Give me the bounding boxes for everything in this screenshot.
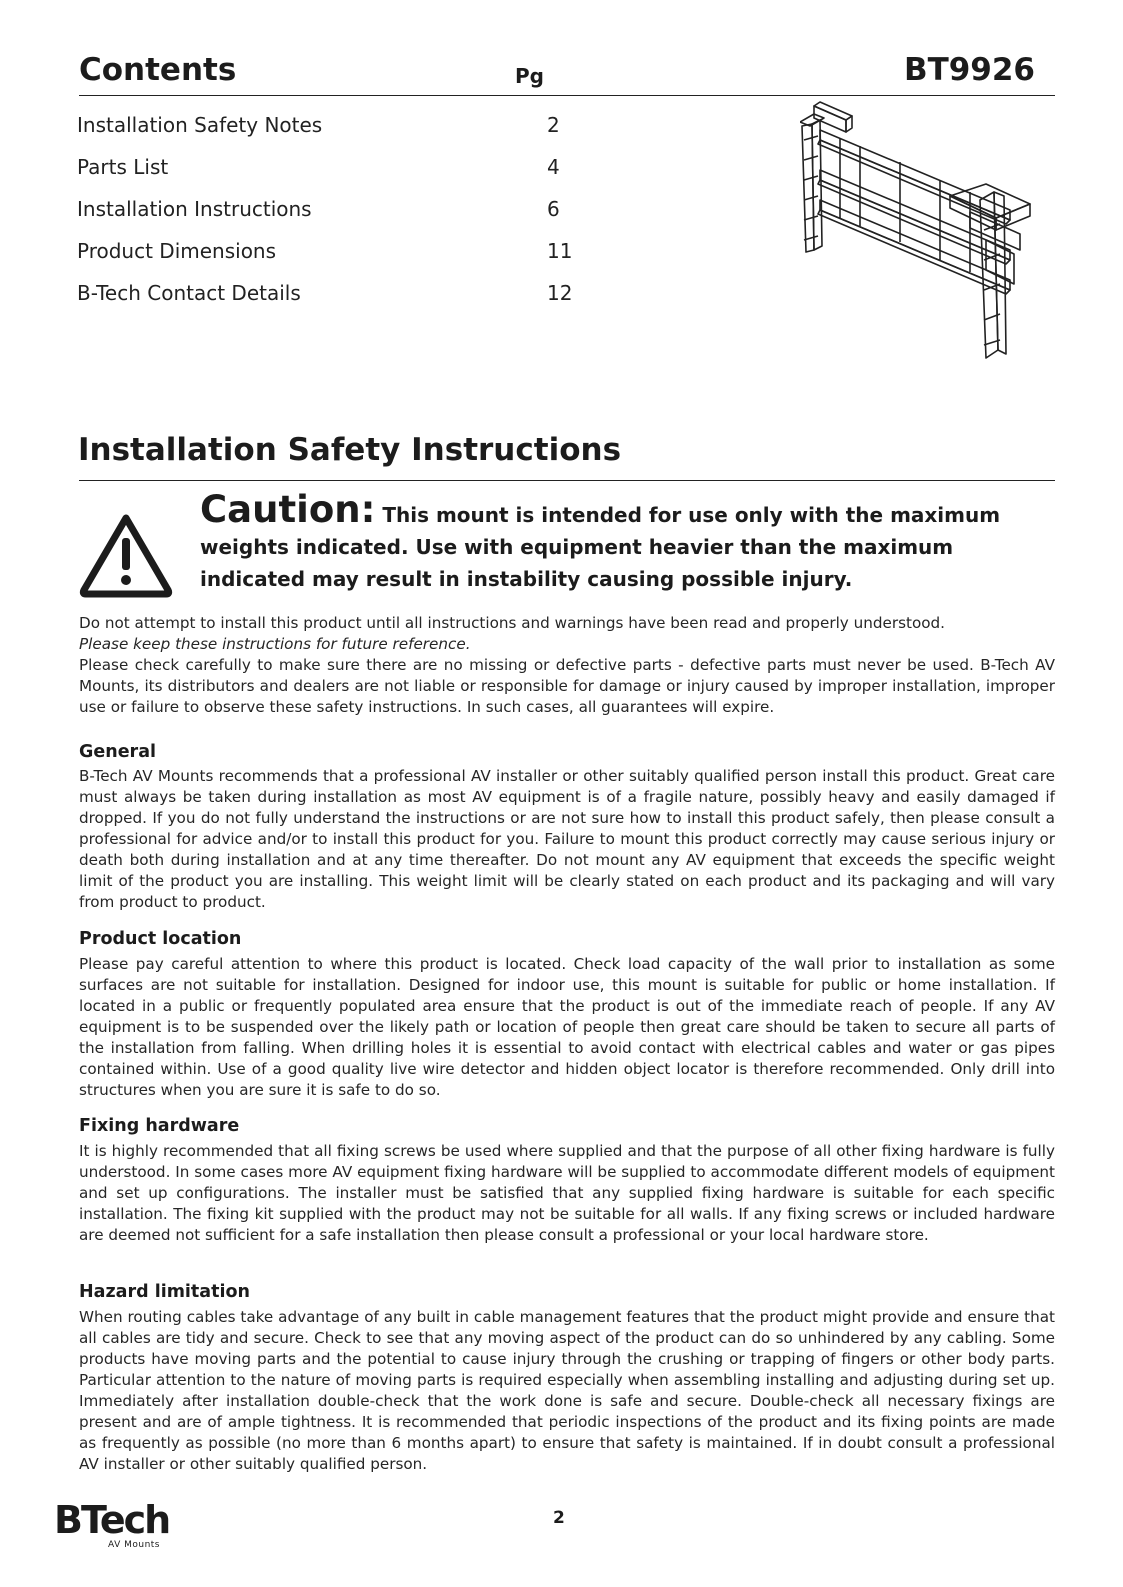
page-column-label: Pg — [515, 64, 544, 88]
caution-word: Caution: — [200, 488, 376, 531]
logo-main: BTech — [54, 1498, 170, 1542]
toc-row[interactable] — [77, 193, 597, 235]
caution-text: This mount is intended for use only with the maximum weights indicated. Use with equipment heavier than the maximum indicated may result in instability causing possible injury. — [200, 503, 1001, 591]
toc-page: 4 — [547, 155, 560, 179]
page-number: 2 — [553, 1508, 565, 1528]
toc-label: Installation Safety Notes — [77, 113, 323, 137]
toc-row[interactable] — [77, 235, 597, 277]
logo-sub: AV Mounts — [108, 1540, 160, 1550]
toc-label: Product Dimensions — [77, 239, 277, 263]
toc-row[interactable] — [77, 277, 597, 319]
section-divider — [79, 480, 1055, 481]
intro-paragraph: Do not attempt to install this product until all instructions and warnings have been read and properly understood. — [79, 614, 946, 632]
btech-logo — [54, 1500, 174, 1552]
table-of-contents — [77, 109, 597, 319]
intro-paragraphs — [79, 613, 1055, 718]
safety-section-title: Installation Safety Instructions — [78, 432, 622, 468]
toc-page: 6 — [547, 197, 560, 221]
intro-paragraph: Please check carefully to make sure there are no missing or defective parts - defective parts must never be used. B-Tech AV Mounts, its distributors and dealers are not liable or responsible for damage or injury caused by improper installation, improper use or failure to observe these safety instructions. In such cases, all guarantees will expire. — [79, 656, 1055, 716]
section-heading-hazard-limitation: Hazard limitation — [79, 1282, 250, 1302]
toc-page: 12 — [547, 281, 573, 305]
header-divider — [79, 95, 1055, 96]
section-heading-general: General — [79, 742, 156, 762]
section-heading-product-location: Product location — [79, 929, 242, 949]
section-body-product-location: Please pay careful attention to where this product is located. Check load capacity of the wall prior to installation as some surfaces are not suitable for installation. Designed for indoor use, this mount is suitable for public or home installation. If located in a public or frequently populated area ensure that the product is out of the immediate reach of people. If any AV equipment is to be suspended over the likely path or location of people then great care should be taken to secure all parts of the installation from falling. When drilling holes it is essential to avoid contact with electrical cables and water or gas pipes contained within. Use of a good quality live wire detector and hidden object locator is therefore recommended. Only drill into structures when you are sure it is safe to do so. — [79, 955, 1055, 1099]
toc-row[interactable] — [77, 109, 597, 151]
section-body-fixing-hardware: It is highly recommended that all fixing screws be used where supplied and that the purpose of all other fixing hardware is fully understood. In some cases more AV equipment fixing hardware will be supplied to accommodate different models of equipment and set up configurations. The installer must be satisfied that any supplied fixing hardware is suitable for each specific installation. The fixing kit supplied with the product may not be suitable for all walls. If any fixing screws or included hardware are deemed not sufficient for a safe installation then please consult a professional or your local hardware store. — [79, 1142, 1055, 1244]
toc-label: B-Tech Contact Details — [77, 281, 301, 305]
toc-label: Installation Instructions — [77, 197, 312, 221]
section-body-general: B-Tech AV Mounts recommends that a professional AV installer or other suitably qualified person install this product. Great care must always be taken during installation as most AV equipment is of a fragile nature, possibly heavy and easily damaged if dropped. If you do not fully understand the instructions or are not sure how to install this product safely, then please consult a professional for advice and/or to install this product for you. Failure to mount this product correctly may cause serious injury or death both during installation and at any time thereafter. Do not mount any AV equipment that exceeds the specific weight limit of the product you are installing. This weight limit will be clearly stated on each product and its packaging and will vary from product to product. — [79, 767, 1055, 911]
contents-title: Contents — [79, 52, 237, 88]
toc-page: 11 — [547, 239, 573, 263]
intro-paragraph-italic: Please keep these instructions for future reference. — [79, 635, 471, 653]
warning-triangle-icon — [78, 512, 174, 598]
section-heading-fixing-hardware: Fixing hardware — [79, 1116, 240, 1136]
wall-mount-illustration — [800, 100, 1050, 365]
toc-row[interactable] — [77, 151, 597, 193]
toc-page: 2 — [547, 113, 560, 137]
model-number: BT9926 — [903, 52, 1035, 88]
section-body-hazard-limitation: When routing cables take advantage of any built in cable management features that the product might provide and ensure that all cables are tidy and secure. Check to see that any moving aspect of the product can do so unhindered by any cabling. Some products have moving parts and the potential to cause injury through the crushing or trapping of fingers or other body parts. Particular attention to the nature of moving parts is required especially when assembling installing and adjusting during set up. Immediately after installation double-check that the work done is safe and secure. Double-check all necessary fixings are present and are of ample tightness. It is recommended that periodic inspections of the product and its fixing points are made as frequently as possible (no more than 6 months apart) to ensure that safety is maintained. If in doubt consult a professional AV installer or other suitably qualified person. — [79, 1308, 1055, 1473]
caution-notice — [200, 488, 1060, 595]
toc-label: Parts List — [77, 155, 169, 179]
